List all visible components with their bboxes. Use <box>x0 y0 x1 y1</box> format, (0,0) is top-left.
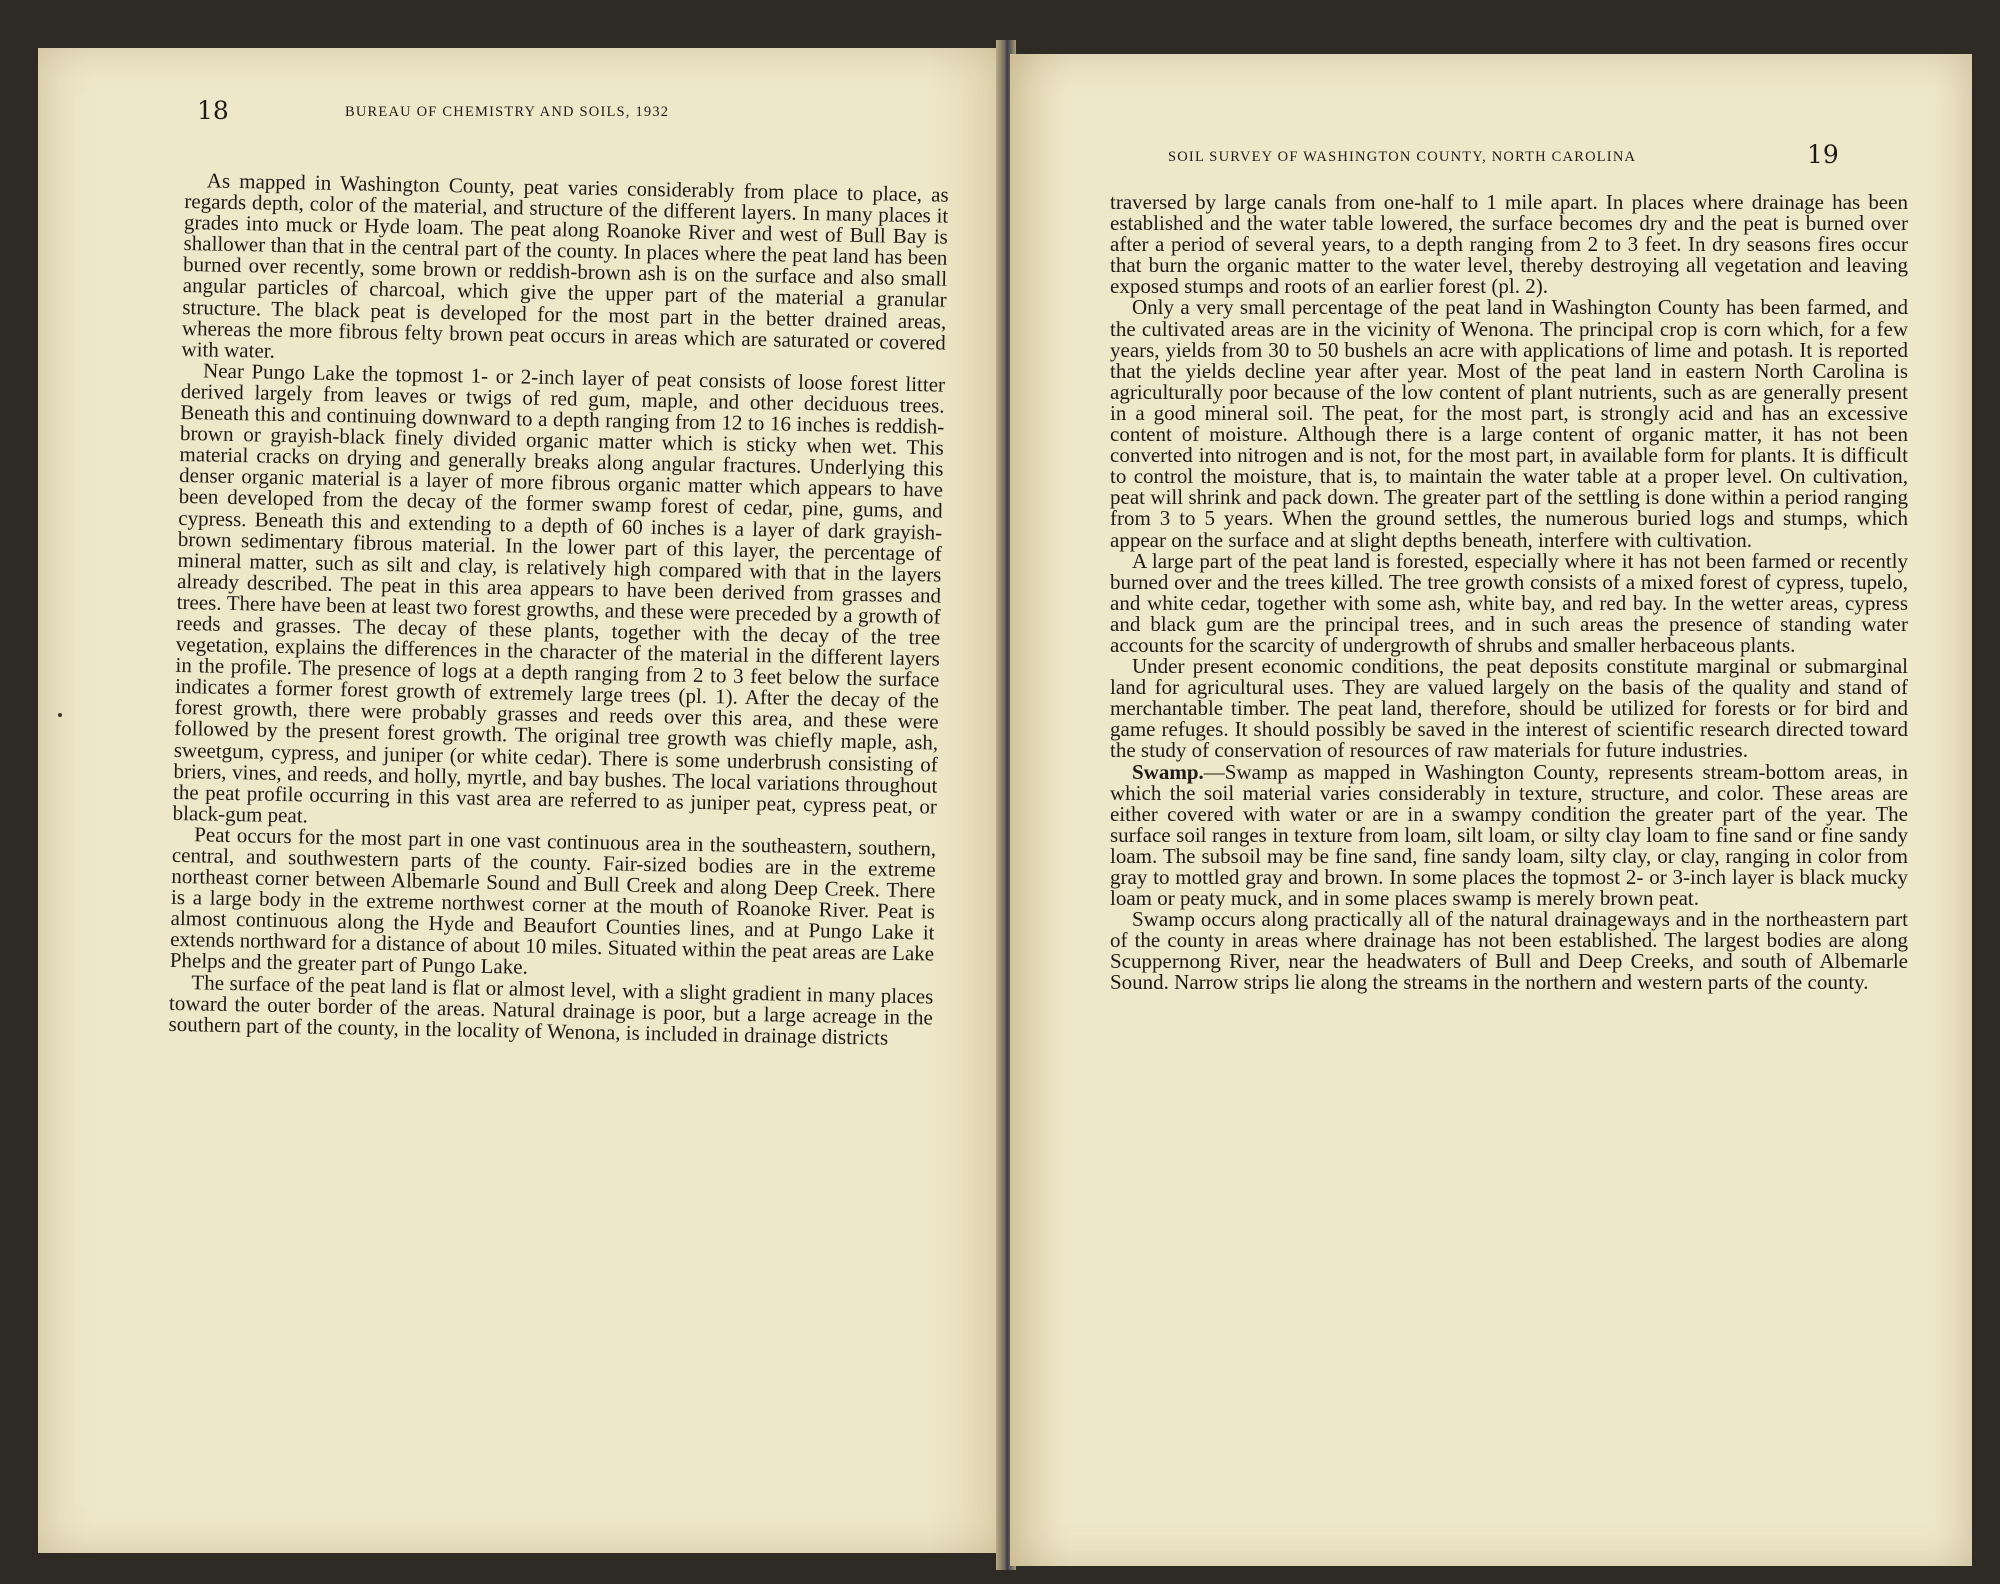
paragraph-text: Swamp occurs along practically all of the natural drainageways and in the northeastern part of the county in areas where drainage has not been established. The largest bodies are along Scuppernong River, near the headwaters of Bull and Deep Creeks, and south of Albemarle Sound. Narrow strips lie along the streams in the northern and western parts of the county. <box>1110 907 1908 995</box>
paragraph-text: traversed by large canals from one-half to 1 mile apart. In places where drainage has been established and the water table lowered, the surface becomes dry and the peat is burned over after a period of several years, to a depth ranging from 2 to 3 feet. In dry seasons fires occur that burn the organic matter to the water level, thereby destroying all vegetation and leaving exposed stumps and roots of an earlier forest (pl. 2). <box>1110 190 1908 299</box>
paragraph-text: Under present economic conditions, the peat deposits constitute marginal or submarginal land for agricultural uses. They are valued largely on the basis of the quality and stand of merchantable timber. The peat land, therefore, should be utilized for forests or for bird and game refuges. It should possibly be saved in the interest of scientific research directed toward the study of conservation of resources of raw materials for future industries. <box>1110 654 1908 763</box>
right-text-column <box>1110 192 1908 994</box>
paragraph <box>1110 548 1908 657</box>
page-number: 19 <box>1807 140 1839 169</box>
paragraph-text: —Swamp as mapped in Washington County, represents stream-bottom areas, in which the soil material varies considerably in texture, structure, and color. These areas are either covered with water or are in a swampy condition the greater part of the year. The surface soil ranges in texture from loam, silt loam, or silty clay loam to fine sand or fine sandy loam. The subsoil may be fine sand, fine sandy loam, silty clay, or clay, ranging in color from gray to mottled gray and brown. In some places the topmost 2- or 3-inch layer is black mucky loam or peaty muck, and in some places swamp is merely brown peat. <box>1110 759 1908 911</box>
left-page <box>38 48 1004 1553</box>
paragraph <box>1110 192 1908 297</box>
right-page <box>1010 54 1972 1566</box>
paragraph-text: A large part of the peat land is forested, especially where it has not been farmed or recently burned over and the trees killed. The tree growth consists of a mixed forest of cypress, tupelo, and white cedar, together with some ash, white bay, and red bay. In the wetter areas, cypress and black gum are the principal trees, and in such areas the presence of standing water accounts for the scarcity of undergrowth of shrubs and smaller herbaceous plants. <box>1110 548 1908 657</box>
paragraph-text: Only a very small percentage of the peat land in Washington County has been farmed, and the cultivated areas are in the vicinity of Wenona. The principal crop is corn which, for a few years, yields from 30 to 50 bushels an acre with applications of lime and potash. It is reported that the yields decline year after year. Most of the peat land in eastern North Carolina is agriculturally poor because of the low content of plant nutrients, such as are generally present in a good mineral soil. The peat, for the most part, is strongly acid and has an excessive content of moisture. Although there is a large content of organic matter, it has not been converted into nitrogen and is not, for the most part, in available form for plants. It is difficult to control the moisture, that is, to maintain the water table at a proper level. On cultivation, peat will shrink and pack down. The greater part of the settling is done within a period ranging from 3 to 5 years. When the ground settles, the numerous buried logs and stumps, which appear on the surface and at slight depths beneath, interfere with cultivation. <box>1110 295 1908 552</box>
paragraph <box>1110 297 1908 550</box>
paragraph: Peat occurs for the most part in one vast continuous area in the southeastern, southern, central, and southwestern parts of the county. Fair-sized bodies are in the extreme northeast corner between Albemarle Sound and Bull Creek and along Deep Creek. There is a large body in the extreme northwest corner at the mouth of Roanoke River. Peat is almost continuous along the Hyde and Beaufort Counties lines, and at Pungo Lake it extends northward for a distance of about 10 miles. Situated within the peat areas are Lake Phelps and the greater part of Pungo Lake. <box>169 822 937 980</box>
left-text-column <box>168 170 948 1049</box>
running-head: BUREAU OF CHEMISTRY AND SOILS, 1932 <box>345 104 670 120</box>
speck <box>58 713 62 717</box>
paragraph <box>1110 909 1908 993</box>
paragraph: As mapped in Washington County, peat varies considerably from place to place, as regards depth, color of the material, and structure of the different layers. In many places it grades into muck or Hyde loam. The peat along Roanoke River and west of Bull Bay is shallower than that in the central part of the county. In places where the peat land has been burned over recently, some brown or reddish-brown ash is on the surface and also small angular particles of charcoal, which give the upper part of the material a granular structure. The black peat is developed for the most part in the better drained areas, whereas the more fibrous felty brown peat occurs in areas which are saturated or covered with water. <box>181 168 949 363</box>
paragraph: Near Pungo Lake the topmost 1- or 2-inch layer of peat consists of loose forest litter derived largely from leaves or twigs of red gum, maple, and other deciduous trees. Beneath this and continuing downward to a depth ranging from 12 to 16 inches is reddish-brown or grayish-black finely divided organic matter which is sticky when wet. This material cracks on drying and generally breaks along angular fractures. Underlying this denser organic material is a layer of more fibrous organic matter which appears to have been developed from the decay of the former swamp forest of cedar, pine, gums, and cypress. Beneath this and extending to a depth of 60 inches is a layer of dark grayish-brown sedimentary fibrous material. In the lower part of this layer, the percentage of mineral matter, such as silt and clay, is relatively high compared with that in the layers already described. The peat in this area appears to have been derived from grasses and trees. There have been at least two forest growths, and these were preceded by a growth of reeds and grasses. The decay of these plants, together with the decay of the tree vegetation, explains the differences in the character of the material in the different layers in the profile. The presence of logs at a depth ranging from 2 to 3 feet below the surface indicates a former forest growth of extremely large trees (pl. 1). After the decay of the forest growth, there were probably grasses and reeds over this area, and these were followed by the present forest growth. The original tree growth was chiefly maple, ash, sweetgum, cypress, and juniper (or white cedar). There is some underbrush consisting of briers, vines, and reeds, and holly, myrtle, and bay bushes. The local variations throughout the peat profile occurring in this vast area are referred to as juniper peat, cypress peat, or black-gum peat. <box>172 358 946 828</box>
page-number: 18 <box>197 96 229 125</box>
paragraph <box>1110 656 1908 761</box>
running-head: SOIL SURVEY OF WASHINGTON COUNTY, NORTH CAROLINA <box>1168 149 1637 165</box>
paragraph: The surface of the peat land is flat or almost level, with a slight gradient in many places toward the outer border of the areas. Natural drainage is poor, but a large acreage in the southern part of the county, in the locality of Wenona, is included in drainage districts <box>168 969 934 1050</box>
section-heading: Swamp. <box>1132 759 1204 784</box>
paragraph <box>1110 759 1908 911</box>
